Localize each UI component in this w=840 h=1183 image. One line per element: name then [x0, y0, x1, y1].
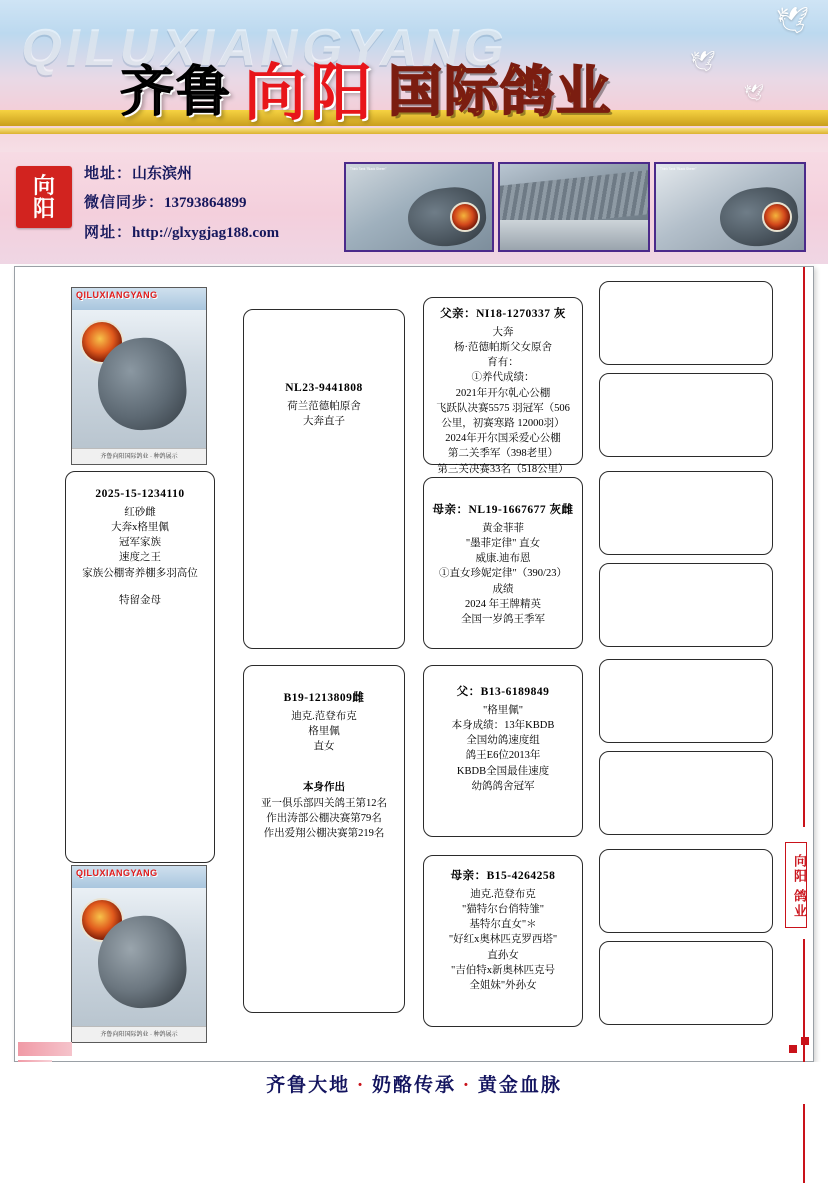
- title-part-xiangyang: 向阳: [244, 59, 377, 128]
- gen2-box-1-line-9: 第三关决赛33名（518公里）: [437, 463, 569, 475]
- header-banner: [0, 0, 828, 152]
- gen1-mother-line-5: 本身作出: [303, 782, 345, 794]
- gen1-father-line-1: 大奔直子: [303, 415, 345, 427]
- subject-line-6: 特留金母: [119, 594, 161, 606]
- gen2-box-2-line-1: "墨菲定律" 直女: [465, 537, 541, 549]
- address-label: 地址：: [84, 166, 133, 182]
- gen2-box-3-line-1: 本身成绩：13年KBDB: [451, 719, 555, 731]
- title-part-guoji-geye: 国际鸽业: [388, 61, 613, 122]
- gen3-empty-box-3: [599, 471, 773, 555]
- gen2-box-1-line-8: 第二关季军（398老里）: [447, 448, 559, 460]
- photo-card-body-bottom: [72, 888, 206, 1026]
- gen2-box-1-line-3: ①养代成绩：: [471, 372, 535, 384]
- banner-gold-strip-2: [0, 128, 828, 134]
- photo-card-header-top: [72, 288, 206, 310]
- gen1-mother-line-7: 作出涛部公棚决赛第79名: [266, 812, 382, 824]
- photo-pigeon-left: [344, 162, 494, 252]
- gen1-mother-line-0: 迪克.范登布克: [291, 710, 357, 722]
- gen2-box-4-line-1: "猫特尔台俏特雏": [461, 903, 545, 915]
- gen2-box-1-line-2: 育有：: [487, 357, 519, 369]
- gen2-box-4-line-2: 基特尔直女"＊: [469, 919, 537, 931]
- gen2-box-2-line-2: 威康.迪布恩: [475, 553, 531, 565]
- subject-spacer: [71, 581, 209, 593]
- gen3-empty-box-5: [599, 659, 773, 743]
- bird-icon-3: 🕊: [744, 85, 765, 102]
- website-value[interactable]: http://glxygjag188.com: [132, 224, 280, 241]
- footer-sep-1: ·: [356, 1075, 366, 1096]
- photo-card-brand-bottom: QILUXIANGYANG: [76, 868, 158, 878]
- photo-loft-center: [498, 162, 650, 252]
- footer-decoration-1: [18, 1042, 72, 1056]
- gen1-mother-box: [243, 665, 405, 1013]
- footer-part-3: 黄金血脉: [477, 1075, 562, 1096]
- gen2-box-3-line-4: KBDB全国最佳速度: [456, 765, 550, 777]
- title-part-qilu: 齐鲁: [120, 61, 232, 122]
- page-footer: [0, 1062, 828, 1104]
- photo-card-body-top: [72, 310, 206, 448]
- gen2-box-1: [423, 297, 583, 475]
- gen3-empty-box-4: [599, 563, 773, 647]
- gen2-box-4-line-0: 迪克.范登布克: [470, 888, 536, 900]
- gen2-box-1-line-0: 大奔: [492, 326, 514, 338]
- subject-pedigree-box: [65, 471, 215, 863]
- gen2-box-3-title: 父：B13-6189849: [456, 686, 550, 698]
- gen1-mother-line-8: 作出爱翔公棚决赛第219名: [263, 827, 385, 839]
- subject-line-4: 家族公棚寄养棚多羽高位: [82, 567, 198, 579]
- page-title: [120, 52, 840, 128]
- pedigree-photo-card-top: [71, 287, 207, 465]
- gen3-empty-box-8: [599, 941, 773, 1025]
- gen2-box-4-title: 母亲：B15-4264258: [450, 870, 556, 882]
- subject-line-2: 冠军家族: [119, 537, 161, 549]
- photo-pigeon-right: [654, 162, 806, 252]
- gen2-box-4-line-5: "吉伯特x新奥林匹克号: [450, 964, 556, 976]
- photo-caption-left: Think Tank "Black Sheen": [350, 167, 387, 171]
- red-divider-bottom: [803, 939, 805, 1183]
- gen1-mother-line-1: 格里佩: [308, 725, 340, 737]
- gen2-box-4-line-6: 全姐妹"外孙女: [469, 979, 537, 991]
- pigeon-eye-illustration: [450, 202, 480, 232]
- gen2-box-4: [423, 855, 583, 1027]
- gen1-mother-ring: B19-1213809雌: [283, 692, 365, 704]
- seal-char-bottom: 阳: [32, 196, 55, 221]
- red-square-2: [789, 1045, 797, 1053]
- wechat-row: [84, 189, 344, 218]
- footer-sep-2: ·: [462, 1075, 472, 1096]
- gen2-box-2-line-3: ①直女珍妮定律"（390/23）: [439, 568, 567, 580]
- gen2-box-1-line-1: 杨·范德帕斯父女原舍: [454, 341, 552, 353]
- seal-char-top: 向: [32, 172, 55, 198]
- gen2-box-2-line-6: 全国一岁鸽王季军: [461, 613, 545, 625]
- header-photo-strip: [344, 162, 814, 252]
- photo-caption-right: Think Tank "Black Sheen": [660, 167, 697, 171]
- subject-line-3: 速度之王: [119, 552, 161, 564]
- photo-card-footer-top: 齐鲁向阳国际鸽业 · 种鸽展示: [72, 448, 206, 464]
- subject-ring-number: 2025-15-1234110: [95, 488, 185, 500]
- photo-card-brand-top: QILUXIANGYANG: [76, 290, 158, 300]
- red-square-1: [801, 1037, 809, 1045]
- photo-card-footer-bottom: 齐鲁向阳国际鸽业 · 种鸽展示: [72, 1026, 206, 1042]
- bird-icon-2: 🕊: [690, 51, 716, 73]
- bird-icon-1: 🕊: [776, 6, 810, 35]
- gen2-box-1-line-5: 飞跃队决赛5575 羽冠军（506: [436, 402, 570, 414]
- gen2-box-3-line-2: 全国幼鸽速度组: [466, 735, 540, 747]
- pigeon-eye-illustration-2: [762, 202, 792, 232]
- gen2-box-1-title: 父亲：NI18-1270337 灰: [440, 308, 566, 320]
- gen1-father-line-0: 荷兰范德帕原舍: [287, 400, 361, 412]
- gen2-box-4-line-3: "好红x奥林匹克罗西塔": [448, 934, 558, 946]
- address-value: 山东滨州: [132, 166, 193, 182]
- gen1-mother-line-6: 亚一俱乐部四关鸽王第12名: [261, 797, 387, 809]
- gen2-box-2-line-4: 成绩: [492, 583, 514, 595]
- gen1-mother-spacer: [249, 754, 399, 780]
- wechat-value: 13793864899: [164, 195, 247, 212]
- contact-details: [84, 160, 344, 248]
- gen3-empty-box-7: [599, 849, 773, 933]
- gen2-box-3: [423, 665, 583, 837]
- red-divider-top: [803, 267, 805, 827]
- contact-info-bar: [0, 152, 828, 264]
- loft-wall-shape: [500, 220, 648, 250]
- gen1-father-box: [243, 309, 405, 649]
- website-row[interactable]: [84, 219, 344, 248]
- gen1-mother-line-2: 直女: [313, 741, 335, 753]
- gen2-box-3-line-3: 鸽王E6位2013年: [465, 750, 541, 762]
- gen3-empty-box-6: [599, 751, 773, 835]
- photo-card-header-bottom: [72, 866, 206, 888]
- gen2-box-2-line-5: 2024 年王牌精英: [464, 598, 542, 610]
- gen2-box-2-line-0: 黄金菲菲: [482, 522, 524, 534]
- gen2-box-3-line-5: 幼鸽鸽舍冠军: [471, 780, 535, 792]
- footer-slogan: [0, 1070, 828, 1097]
- gen3-empty-box-2: [599, 373, 773, 457]
- banner-watermark-text: QILUXIANGYANG: [16, 19, 514, 77]
- gen3-empty-box-1: [599, 281, 773, 365]
- gen1-father-ring: NL23-9441808: [285, 382, 363, 394]
- footer-part-2: 奶酪传承: [371, 1075, 456, 1096]
- pedigree-photo-card-bottom: [71, 865, 207, 1043]
- gen2-box-1-line-7: 2024年开尔国采爱心公棚: [445, 433, 561, 445]
- pedigree-sheet: [14, 266, 814, 1062]
- company-seal-logo: [16, 166, 72, 228]
- gen2-box-3-line-0: "格里佩": [482, 704, 524, 716]
- address-row: [84, 160, 344, 189]
- gen2-box-1-line-6: 公里，初赛寒路 12000羽）: [441, 417, 565, 429]
- subject-line-0: 红砂雌: [124, 506, 156, 518]
- wechat-label: 微信同步：: [84, 195, 165, 212]
- subject-line-1: 大奔x格里佩: [111, 521, 169, 533]
- gen2-box-2-title: 母亲：NL19-1667677 灰雌: [432, 504, 574, 516]
- gen2-box-2: [423, 477, 583, 649]
- footer-part-1: 齐鲁大地: [266, 1075, 351, 1096]
- website-label: 网址：: [84, 224, 133, 241]
- gen2-box-4-line-4: 直孙女: [487, 949, 519, 961]
- gen2-box-1-line-4: 2021年开尔乹心公棚: [455, 387, 551, 399]
- vertical-brand-label: 向阳 鸽业: [785, 842, 807, 928]
